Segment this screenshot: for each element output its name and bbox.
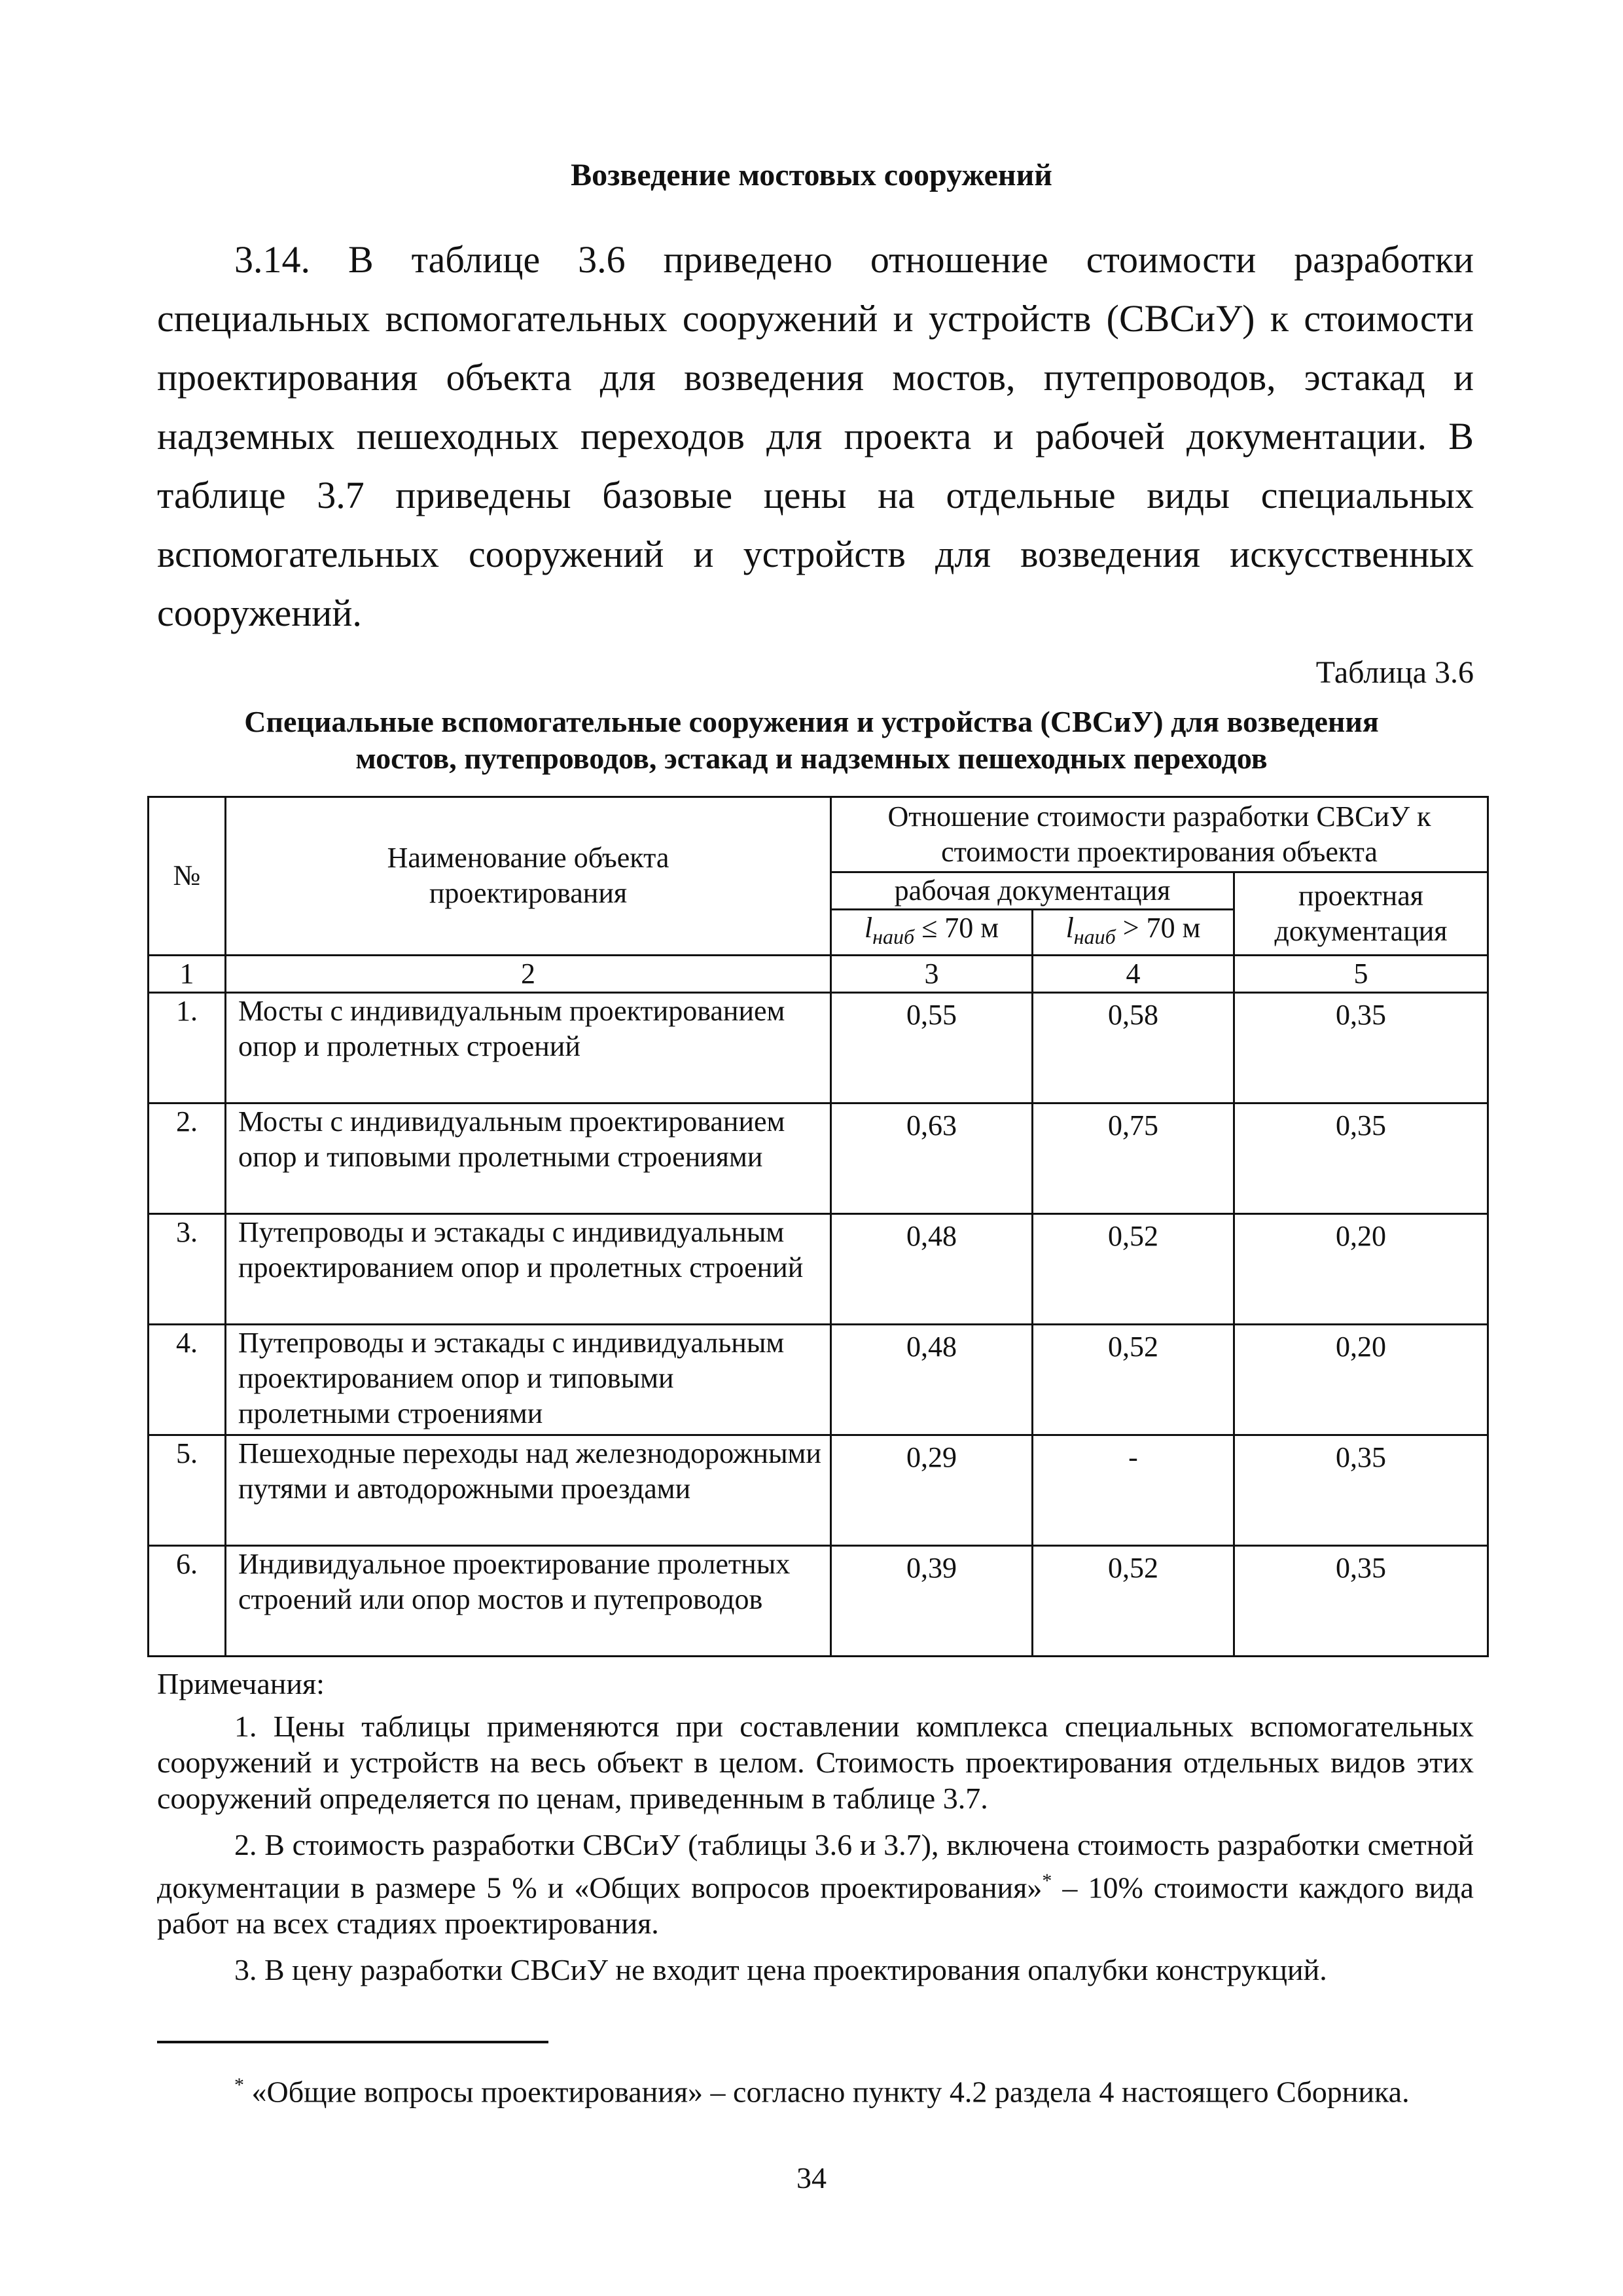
header-design-docs [1234,872,1488,956]
row-value-design: 0,35 [1234,1103,1488,1213]
row-value-le-70: 0,55 [831,992,1033,1103]
row-object-name: Путепроводы и эстакады с индивидуальным проектированием опор и типовыми пролетными строениями [226,1324,831,1435]
table-row [149,992,1488,1103]
table-row [149,1324,1488,1435]
row-value-gt-70: 0,52 [1033,1213,1234,1324]
row-number: 5. [149,1435,226,1545]
row-number: 6. [149,1545,226,1656]
row-object-name: Индивидуальное проектирование пролетных строений или опор мостов и путепроводов [226,1545,831,1656]
column-number: 1 [149,955,226,992]
row-object-name: Путепроводы и эстакады с индивидуальным проектированием опор и пролетных строений [226,1213,831,1324]
row-value-le-70: 0,48 [831,1213,1033,1324]
note-3: 3. В цену разработки СВСиУ не входит цена проектирования опалубки конструкций. [234,1953,1327,1987]
row-value-le-70: 0,29 [831,1435,1033,1545]
header-no: № [149,797,226,956]
header-ratio-text: Отношение стоимости разработки СВСиУ к стоимости проектирования объекта [887,800,1431,868]
row-value-le-70: 0,63 [831,1103,1033,1213]
row-number: 1. [149,992,226,1103]
column-number: 2 [226,955,831,992]
header-design-docs-text: проектная документация [1274,879,1448,947]
footnote [157,2067,1474,2110]
row-value-le-70: 0,48 [831,1324,1033,1435]
row-value-gt-70: 0,52 [1033,1324,1234,1435]
row-value-gt-70: 0,75 [1033,1103,1234,1213]
column-number: 3 [831,955,1033,992]
row-value-design: 0,35 [1234,1435,1488,1545]
column-number: 5 [1234,955,1488,992]
table-row [149,1545,1488,1656]
footnote-divider [157,2041,548,2043]
header-name-text: Наименование объекта проектирования [387,842,669,910]
table-title-line-2: мостов, путепроводов, эстакад и надземных пешеходных переходов [355,742,1268,775]
footnote-marker: * [1042,1870,1052,1892]
header-length-gt-70: $l_{наиб} > 70$ м [1033,910,1234,956]
row-object-name: Пешеходные переходы над железнодорожными путями и автодорожными проездами [226,1435,831,1545]
header-ratio [831,797,1488,872]
table-title-line-1: Специальные вспомогательные сооружения и устройства (СВСиУ) для возведения [244,705,1379,738]
row-value-design: 0,20 [1234,1213,1488,1324]
row-value-gt-70: - [1033,1435,1234,1545]
table-row [149,1103,1488,1213]
footnote-mark: * [234,2074,244,2096]
table-title [131,704,1492,777]
section-title: Возведение мостовых сооружений [571,158,1052,192]
intro-paragraph-text: 3.14. В таблице 3.6 приведено отношение стоимости разработки специальных вспомогательных сооружений и устройств (СВСиУ) к стоимости проектирования объекта для возведения мостов, путепроводов, эстакад и надземных пешеходных переходов для проекта и рабочей документации. В таблице 3.7 приведены базовые цены на отдельные виды специальных вспомогательных сооружений и устройств для возведения искусственных сооружений. [157,238,1474,634]
row-value-design: 0,35 [1234,992,1488,1103]
row-number: 2. [149,1103,226,1213]
footnote-text: «Общие вопросы проектирования» – согласно пункту 4.2 раздела 4 настоящего Сборника. [244,2075,1410,2109]
row-number: 4. [149,1324,226,1435]
row-object-name: Мосты с индивидуальным проектированием опор и типовыми пролетными строениями [226,1103,831,1213]
table-label: Таблица 3.6 [1315,655,1474,690]
note-1: 1. Цены таблицы применяются при составлении комплекса специальных вспомогательных сооружений и устройств на весь объект в целом. Стоимость проектирования отдельных видов этих сооружений определяется по ценам, приведенным в таблице 3.7. [157,1710,1474,1815]
column-number-row [149,955,1488,992]
row-object-name: Мосты с индивидуальным проектированием опор и пролетных строений [226,992,831,1103]
note-2: 2. В стоимость разработки СВСиУ (таблицы 3.6 и 3.7), включена стоимость разработки сметной документации в размере 5 % и «Общих вопросов проектирования»* – 10% стоимости каждого вида работ на всех стадиях проектирования. [157,1828,1474,1941]
notes [157,1666,1474,1998]
column-number: 4 [1033,955,1234,992]
header-working-docs: рабочая документация [831,872,1234,910]
row-value-gt-70: 0,52 [1033,1545,1234,1656]
header-row-1 [149,797,1488,872]
table-row [149,1213,1488,1324]
row-value-gt-70: 0,58 [1033,992,1234,1103]
cost-ratio-table [147,796,1489,1657]
row-value-design: 0,35 [1234,1545,1488,1656]
intro-paragraph [157,230,1474,643]
page-number: 34 [796,2161,827,2195]
table-row [149,1435,1488,1545]
header-length-le-70: $l_{наиб} \le 70$ м [831,910,1033,956]
row-value-le-70: 0,39 [831,1545,1033,1656]
row-value-design: 0,20 [1234,1324,1488,1435]
row-number: 3. [149,1213,226,1324]
notes-heading: Примечания: [157,1667,325,1700]
header-name [226,797,831,956]
